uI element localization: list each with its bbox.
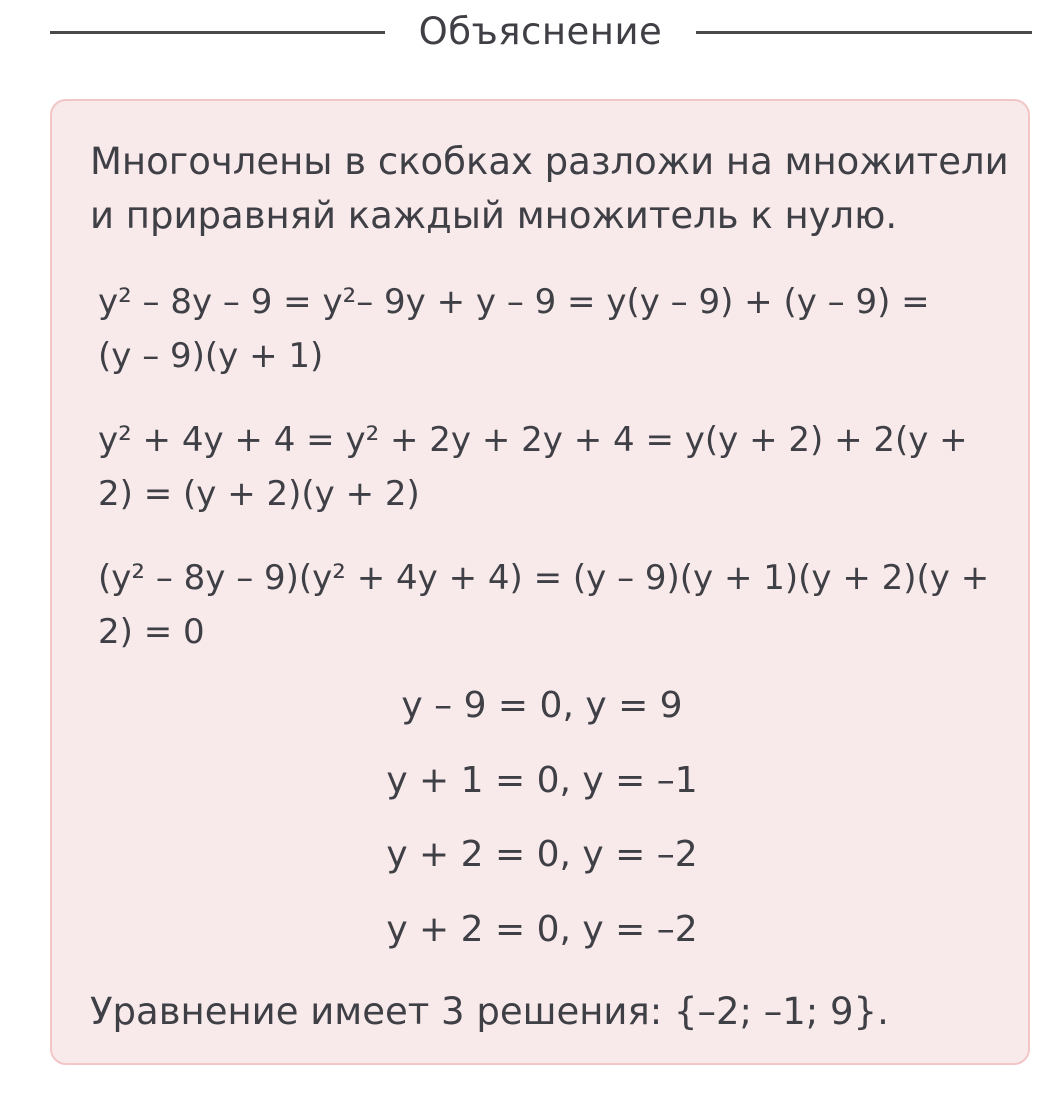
section-title: Объяснение	[418, 10, 663, 53]
factorization-first-line-2: (y – 9)(y + 1)	[98, 336, 324, 376]
instruction-text	[90, 135, 1010, 243]
root-equation-4: y + 2 = 0, y = –2	[386, 909, 698, 950]
product-line-1: (y² – 8y – 9)(y² + 4y + 4) = (y – 9)(y + 1)(y + 2)(y +	[98, 558, 990, 598]
factored-product-equation	[98, 551, 998, 659]
section-divider	[0, 0, 1061, 66]
factorization-second-line-2: 2) = (y + 2)(y + 2)	[98, 474, 420, 514]
explanation-card	[50, 99, 1030, 1065]
instruction-line-2: и приравняй каждый множитель к нулю.	[90, 194, 898, 237]
divider-line-right	[696, 31, 1032, 34]
factorization-second-polynomial	[98, 413, 998, 521]
product-line-2: 2) = 0	[98, 612, 205, 652]
root-equation-1: y – 9 = 0, y = 9	[401, 685, 683, 726]
divider-line-left	[50, 31, 385, 34]
root-equation-2: y + 1 = 0, y = –1	[386, 760, 698, 801]
instruction-line-1: Многочлены в скобках разложи на множители	[90, 140, 1009, 183]
factorization-first-line-1: y² – 8y – 9 = y²– 9y + y – 9 = y(y – 9) + (y – 9) =	[98, 282, 930, 322]
conclusion-text: Уравнение имеет 3 решения: {–2; –1; 9}.	[90, 990, 889, 1033]
factorization-first-polynomial	[98, 275, 998, 383]
root-equation-3: y + 2 = 0, y = –2	[386, 834, 698, 875]
factorization-second-line-1: y² + 4y + 4 = y² + 2y + 2y + 4 = y(y + 2) + 2(y +	[98, 420, 968, 460]
